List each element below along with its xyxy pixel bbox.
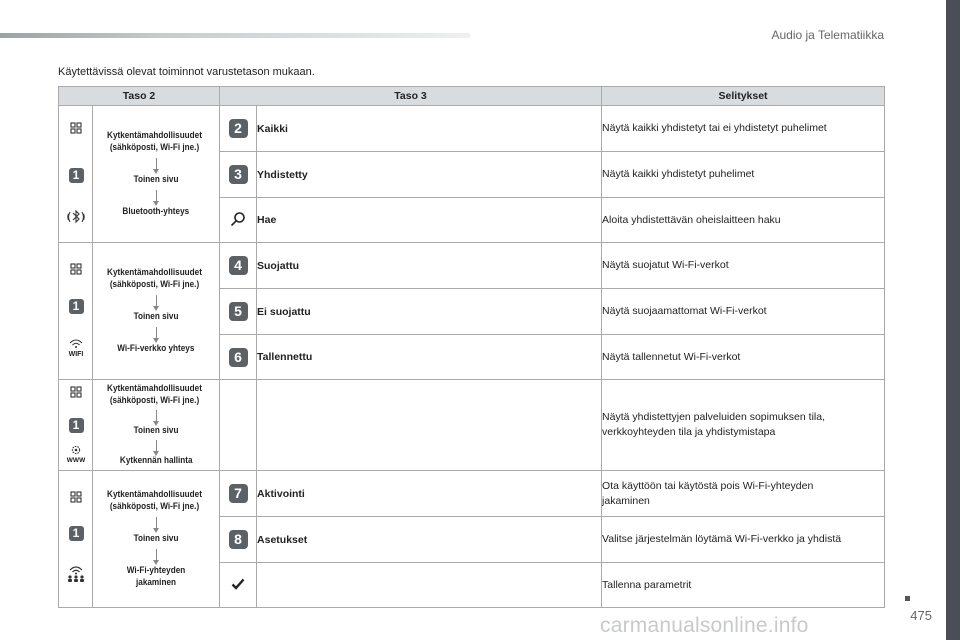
col-header-level3: Taso 3 — [220, 87, 602, 106]
option-label: Asetukset — [257, 517, 602, 563]
grid-icon — [59, 263, 93, 275]
group-icons-cell — [59, 380, 93, 471]
table-header-row — [59, 87, 885, 106]
badge-level1: 1 — [69, 418, 84, 433]
right-sidebar-bar — [946, 0, 960, 640]
flow-step: Toinen sivu — [133, 425, 179, 436]
arrow-down-icon — [156, 190, 157, 202]
option-label: Tallennettu — [257, 335, 602, 380]
table-row — [59, 106, 885, 152]
flow-step: Kytkentämahdollisuudet (sähköposti, Wi-Fi jne.) — [106, 383, 202, 406]
number-badge: 7 — [229, 484, 248, 503]
badge-level1: 1 — [69, 168, 84, 183]
grid-icon — [59, 122, 93, 134]
arrow-down-icon — [156, 158, 157, 170]
bluetooth-icon — [59, 209, 93, 225]
flow-path-cell — [93, 243, 220, 380]
flow-step: Kytkentämahdollisuudet (sähköposti, Wi-Fi jne.) — [106, 489, 202, 512]
option-label: Yhdistetty — [257, 152, 602, 198]
functions-table — [58, 86, 885, 608]
flow-step: Kytkennän hallinta — [119, 455, 193, 466]
watermark: carmanualsonline.info — [600, 614, 809, 637]
option-label — [257, 563, 602, 608]
search-icon — [230, 218, 246, 230]
svg-text:WIFI: WIFI — [68, 351, 84, 357]
option-label: Hae — [257, 198, 602, 243]
top-decor-bar — [0, 33, 470, 38]
option-label: Ei suojattu — [257, 289, 602, 335]
option-label: Kaikki — [257, 106, 602, 152]
table-row — [59, 380, 885, 471]
option-label — [257, 380, 602, 471]
option-description: Ota käyttöön tai käytöstä pois Wi-Fi-yhteyden jakaminen — [602, 471, 885, 517]
badge-level1: 1 — [69, 526, 84, 541]
number-badge: 4 — [229, 256, 248, 275]
group-icons-cell — [59, 471, 93, 608]
table-row — [59, 243, 885, 289]
number-badge: 2 — [229, 119, 248, 138]
checkmark-icon — [231, 581, 245, 593]
arrow-down-icon — [156, 440, 157, 452]
col-header-level2: Taso 2 — [59, 87, 220, 106]
table-row — [59, 471, 885, 517]
group-icons-cell — [59, 106, 93, 243]
flow-path-cell — [93, 106, 220, 243]
option-description: Näytä kaikki yhdistetyt tai ei yhdistetyt puhelimet — [602, 106, 885, 152]
grid-icon — [59, 491, 93, 503]
arrow-down-icon — [156, 327, 157, 339]
flow-step: Toinen sivu — [133, 533, 179, 544]
option-description: Näytä tallennetut Wi-Fi-verkot — [602, 335, 885, 380]
intro-text: Käytettävissä olevat toiminnot varustetason mukaan. — [58, 66, 315, 78]
number-badge: 8 — [229, 530, 248, 549]
arrow-down-icon — [156, 549, 157, 561]
option-description: Aloita yhdistettävän oheislaitteen haku — [602, 198, 885, 243]
page-number: 475 — [910, 608, 932, 623]
number-badge: 5 — [229, 302, 248, 321]
flow-path-cell — [93, 471, 220, 608]
grid-icon — [59, 386, 93, 398]
option-description: Näytä suojatut Wi-Fi-verkot — [602, 243, 885, 289]
wifi-icon — [59, 337, 93, 357]
flow-step: Bluetooth-yhteys — [122, 206, 190, 217]
flow-step: Kytkentämahdollisuudet (sähköposti, Wi-Fi jne.) — [106, 130, 202, 153]
option-description: Näytä yhdistettyjen palveluiden sopimuksen tila, verkkoyhteyden tila ja yhdistymistapa — [602, 380, 885, 471]
wifi-sharing-icon — [59, 563, 93, 583]
option-description: Näytä kaikki yhdistetyt puhelimet — [602, 152, 885, 198]
badge-level1: 1 — [69, 299, 84, 314]
flow-path-cell — [93, 380, 220, 471]
flow-step: Kytkentämahdollisuudet (sähköposti, Wi-Fi jne.) — [106, 267, 202, 290]
option-label: Suojattu — [257, 243, 602, 289]
option-description: Valitse järjestelmän löytämä Wi-Fi-verkko ja yhdistä — [602, 517, 885, 563]
gear-www-icon — [59, 444, 93, 464]
col-header-descriptions: Selitykset — [602, 87, 885, 106]
arrow-down-icon — [156, 295, 157, 307]
section-title: Audio ja Telematiikka — [771, 28, 884, 42]
page-marker — [905, 596, 910, 601]
option-description: Tallenna parametrit — [602, 563, 885, 608]
arrow-down-icon — [156, 410, 157, 422]
option-description: Näytä suojaamattomat Wi-Fi-verkot — [602, 289, 885, 335]
svg-text:WWW: WWW — [66, 457, 86, 464]
flow-step: Wi-Fi-yhteyden jakaminen — [126, 565, 186, 588]
number-badge: 6 — [229, 348, 248, 367]
number-badge: 3 — [229, 165, 248, 184]
group-icons-cell — [59, 243, 93, 380]
option-label: Aktivointi — [257, 471, 602, 517]
flow-step: Toinen sivu — [133, 311, 179, 322]
arrow-down-icon — [156, 517, 157, 529]
flow-step: Toinen sivu — [133, 174, 179, 185]
flow-step: Wi-Fi-verkko yhteys — [117, 343, 195, 354]
